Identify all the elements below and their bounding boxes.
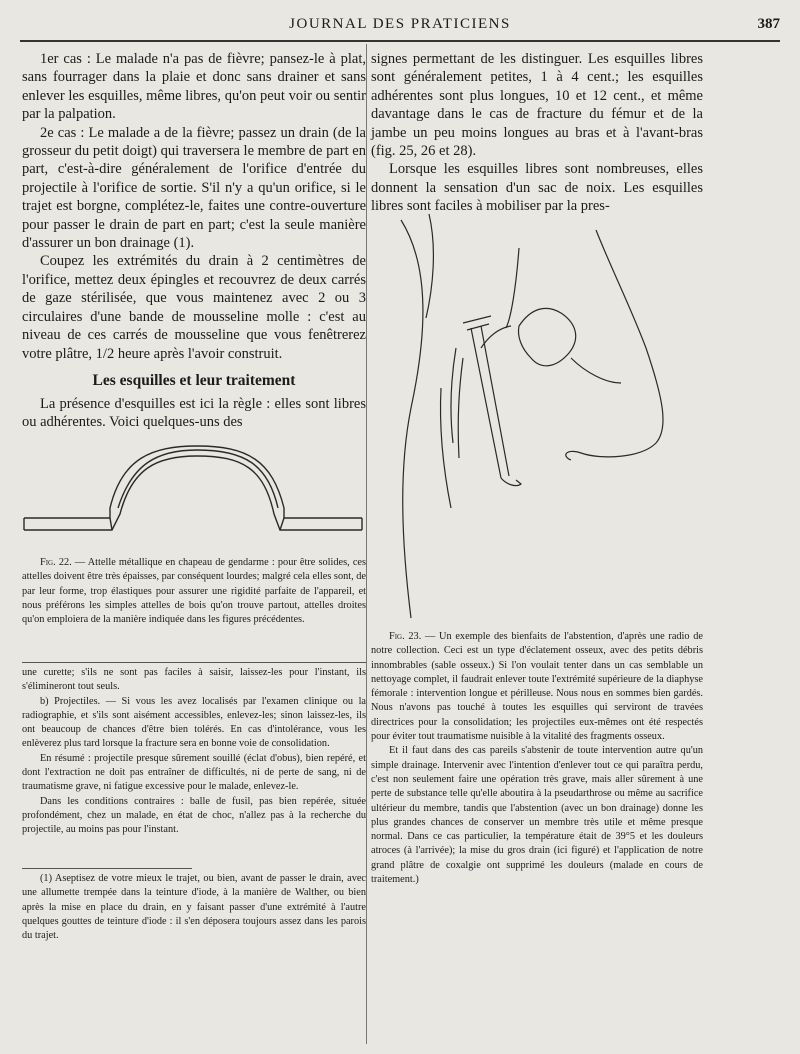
paragraph-first-case: 1er cas : Le malade n'a pas de fièvre; pansez-le à plat, sans fourrager dans la plaie et donc sans drainer et sans enlever les esquilles, même libres, qu'on peut voir ou sentir par la palpation. [22, 51, 366, 123]
footnote-text: (1) Aseptisez de votre mieux le trajet, ou bien, avant de passer le drain, avec une allumette trempée dans la teinture d'iode, à la manière de Walther, ou bien après la mise en place du drain, en y faisant passer d'une extrémité à l'autre quelques gouttes de teinture d'iode : il s'en déposera toujours assez dans les parois du trajet. [22, 873, 366, 942]
figure-23-caption [371, 630, 703, 887]
left-column-small-text [22, 666, 366, 838]
page-number: 387 [757, 16, 780, 32]
paragraph-projectiles: b) Projectiles. — Si vous les avez localisés par l'examen clinique ou la radiographie, et s'ils sont aisément accessibles, enlevez-les; sinon laissez-les, ils ont beaucoup de chances d'être bien tolérés. En cas d'intolérance, vous les enlèverez plus tard lorsque la fracture sera en bonne voie de consolidation. [22, 695, 366, 750]
footnote [22, 872, 366, 943]
figure-23-label: Fig. 23. [389, 631, 422, 642]
figure-22-caption-text: — Attelle métallique en chapeau de gendarme : pour être solides, ces attelles doivent être très épaisses, par conséquent lourdes; malgré cela elles sont, de par leur forme, trop élastiques pour assurer une rigidité parfaite de l'appareil, et nous préférons les simples attelles de bois qu'on trouve partout, attelles droites qu'on emploiera de la manière indiquée dans les figures précédentes. [22, 557, 366, 626]
figure-23-caption-continued: Et il faut dans des cas pareils s'abstenir de toute intervention autre qu'un simple drainage. Intervenir avec l'intention d'enlever tout ce qui paraîtra perdu, c'est non seulement faire une opération très grave, mais aller sûrement à une perte de substance telle qu'elle aboutira à la pseudarthrose ou même au sacrifice ultérieur du membre, tandis que l'abstention (avec un bon drainage) donne les plus grandes chances de conserver un membre très utile et même presque normal. Dans ce cas particulier, la température était de 39°5 et les douleurs atroces (à l'arrivée); la mise du gros drain (ici figuré) et l'application de notre grand plâtre de coxalgie ont supprimé les douleurs (malade en cours de traitement.) [371, 745, 703, 886]
figure-23-caption-text: — Un exemple des bienfaits de l'abstention, d'après une radio de notre collection. Ceci est un type d'éclatement osseux, avec des petits débris innombrables (sable osseux.) Si l'on voulait tenter dans un cas semblable un nettoyage complet, il faudrait enlever toute l'extrémité supérieure de la diaphyse fémorale : intervention longue et périlleuse. Nous nous en sommes bien gardés. Nous n'avons pas touché à toutes les esquilles qui serviront de travées directrices pour la consolidation; les projectiles eux-mêmes ont été respectés pour éviter tout traumatisme nuisible à la vitalité des fragments osseux. [371, 631, 704, 743]
paragraph-summary: En résumé : projectile presque sûrement souillé (éclat d'obus), bien repéré, et dont l'extraction ne doit pas entraîner de difficultés, ni de perte de sang, ni de traumatisme grave, ni fatigue excessive pour le malade, enlevez-le. [22, 752, 366, 793]
paragraph-second-case: 2e cas : Le malade a de la fièvre; passez un drain (de la grosseur du petit doigt) qui traversera le membre de part en part, c'est-à-dire généralement de l'orifice d'entrée du projectile à l'orifice de sortie. S'il n'y a qu'un orifice, si le trajet est borgne, complétez-le, faites une contre-ouverture pour passer le drain de part en part; c'est la seule manière d'assurer un bon drainage (1). [22, 124, 366, 252]
figure-22-caption [22, 556, 366, 627]
figure-22-drawing [22, 438, 366, 546]
journal-title: JOURNAL DES PRATICIENS [289, 16, 511, 32]
left-column-text [22, 50, 366, 432]
paragraph-drain-ends: Coupez les extrémités du drain à 2 centimètres de l'orifice, mettez deux épingles et recouvrez de deux carrés de gaze stérilisée, que vous maintenez avec 2 ou 3 circulaires d'une bande de mousseline molle : c'est au niveau de ces carrés de mousseline que vous fenêtrerez votre plâtre, 1/2 heure après l'avoir construit. [22, 253, 366, 362]
paragraph-signes: signes permettant de les distinguer. Les esquilles libres sont généralement petites, 1 à 4 cent.; les esquilles adhérentes sont plus longues, 10 et 12 cent., et même davantage dans le cas de fracture du fémur et de la jambe un peu moins longues au bras et à l'avant-bras (fig. 25, 26 et 28). [371, 51, 703, 160]
paragraph-curette: une curette; s'ils ne sont pas faciles à saisir, laissez-les pour l'instant, ils s'élimineront tout seuls. [22, 667, 366, 693]
page-header [20, 14, 780, 38]
footnote-rule [22, 868, 192, 869]
caption-rule [22, 662, 366, 663]
paragraph-sac-de-noix: Lorsque les esquilles libres sont nombreuses, elles donnent la sensation d'un sac de noix. Les esquilles libres sont faciles à mobiliser par la pres- [371, 161, 703, 215]
paragraph-esquilles-intro: La présence d'esquilles est ici la règle : elles sont libres ou adhérentes. Voici quelques-uns des [22, 395, 366, 431]
right-column-text [371, 50, 703, 216]
figure-23-drawing [371, 208, 703, 626]
paragraph-contrary: Dans les conditions contraires : balle de fusil, pas bien repérée, située profondément, chez un malade, en état de choc, n'allez pas à la recherche du projectile, au moins pas pour l'instant. [22, 795, 366, 836]
section-title: Les esquilles et leur traitement [92, 371, 296, 389]
column-divider [366, 44, 367, 1044]
figure-22-label: Fig. 22. [40, 557, 72, 568]
header-rule [20, 40, 780, 42]
